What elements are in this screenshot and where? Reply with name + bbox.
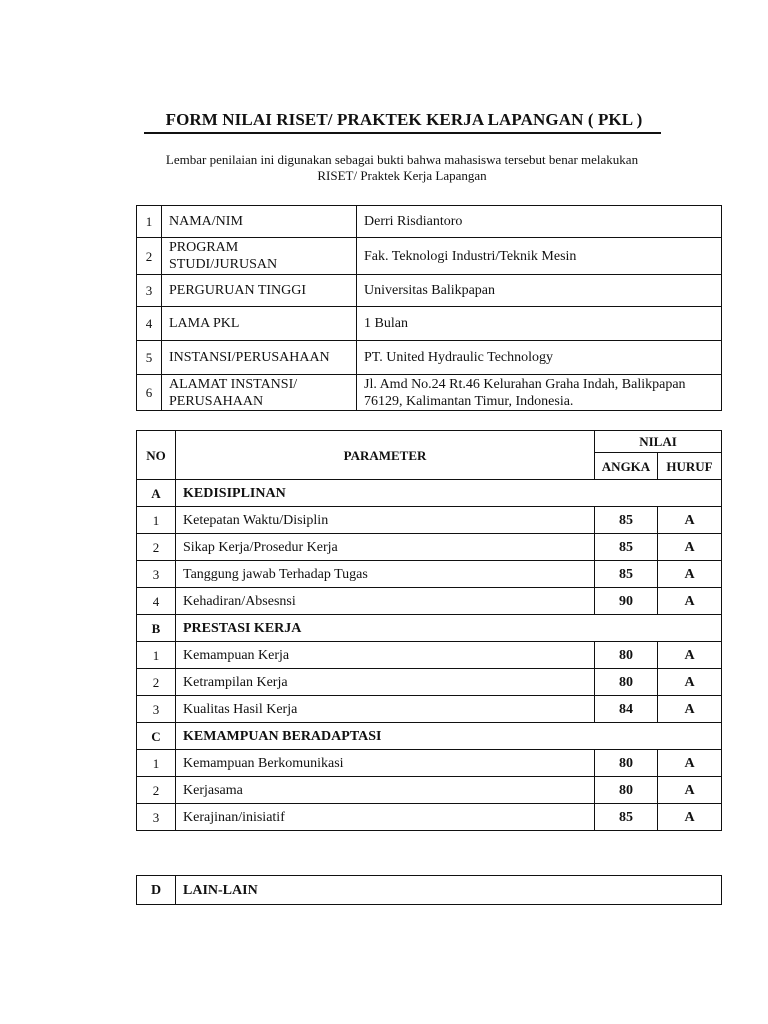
grade-row <box>137 750 722 777</box>
grade-row-number: 2 <box>137 777 176 804</box>
grade-row-parameter: Ketrampilan Kerja <box>176 669 595 696</box>
info-row-university <box>137 275 722 307</box>
grade-row-angka: 80 <box>595 669 658 696</box>
section-code: D <box>137 876 176 905</box>
grade-row <box>137 588 722 615</box>
grade-row-parameter: Kemampuan Kerja <box>176 642 595 669</box>
intro-text-line-1: Lembar penilaian ini digunakan sebagai bukti bahwa mahasiswa tersebut benar melakukan <box>165 152 639 167</box>
info-row-number: 5 <box>137 341 162 375</box>
form-title: FORM NILAI RISET/ PRAKTEK KERJA LAPANGAN ( PKL ) <box>165 110 643 129</box>
info-row-value: Derri Risdiantoro <box>357 206 722 238</box>
info-row-address <box>137 375 722 411</box>
intro-text-line-2: RISET/ Praktek Kerja Lapangan <box>317 168 487 183</box>
title-underline <box>144 132 661 134</box>
info-row-duration <box>137 307 722 341</box>
grade-row-parameter: Kerjasama <box>176 777 595 804</box>
info-row-number: 1 <box>137 206 162 238</box>
grade-row <box>137 534 722 561</box>
info-row-number: 4 <box>137 307 162 341</box>
section-title: KEMAMPUAN BERADAPTASI <box>176 723 722 750</box>
header-angka: ANGKA <box>595 453 658 480</box>
grade-row-huruf: A <box>658 561 722 588</box>
info-row-label: PROGRAM STUDI/JURUSAN <box>162 238 357 275</box>
grade-row-parameter: Kualitas Hasil Kerja <box>176 696 595 723</box>
info-row-label: INSTANSI/PERUSAHAAN <box>162 341 357 375</box>
grade-row-huruf: A <box>658 804 722 831</box>
grade-row-angka: 85 <box>595 804 658 831</box>
info-row-number: 3 <box>137 275 162 307</box>
grade-row-huruf: A <box>658 777 722 804</box>
section-row <box>137 480 722 507</box>
grade-row-number: 4 <box>137 588 176 615</box>
info-row-name <box>137 206 722 238</box>
grade-row-huruf: A <box>658 696 722 723</box>
grade-row <box>137 507 722 534</box>
info-row-label: LAMA PKL <box>162 307 357 341</box>
grade-row-number: 1 <box>137 642 176 669</box>
section-title: PRESTASI KERJA <box>176 615 722 642</box>
section-row <box>137 615 722 642</box>
grade-row-angka: 84 <box>595 696 658 723</box>
grade-row-number: 3 <box>137 561 176 588</box>
section-row <box>137 723 722 750</box>
section-code: A <box>137 480 176 507</box>
info-row-number: 2 <box>137 238 162 275</box>
student-info-table <box>136 205 722 411</box>
header-parameter: PARAMETER <box>176 431 595 480</box>
section-title: KEDISIPLINAN <box>176 480 722 507</box>
grade-row-parameter: Tanggung jawab Terhadap Tugas <box>176 561 595 588</box>
grade-row <box>137 669 722 696</box>
grade-row <box>137 642 722 669</box>
grade-row-number: 2 <box>137 534 176 561</box>
header-huruf: HURUF <box>658 453 722 480</box>
grade-row-huruf: A <box>658 507 722 534</box>
section-row <box>137 876 722 905</box>
grade-row-huruf: A <box>658 534 722 561</box>
grade-row-number: 1 <box>137 750 176 777</box>
grade-row <box>137 696 722 723</box>
grade-row-angka: 85 <box>595 507 658 534</box>
grade-row-huruf: A <box>658 750 722 777</box>
grade-row-angka: 85 <box>595 534 658 561</box>
header-nilai: NILAI <box>595 431 722 453</box>
info-row-company <box>137 341 722 375</box>
grade-row-angka: 80 <box>595 777 658 804</box>
info-row-label: PERGURUAN TINGGI <box>162 275 357 307</box>
grade-row-parameter: Sikap Kerja/Prosedur Kerja <box>176 534 595 561</box>
grade-row-huruf: A <box>658 588 722 615</box>
grade-row-parameter: Kerajinan/inisiatif <box>176 804 595 831</box>
grade-row-angka: 80 <box>595 642 658 669</box>
grade-row-parameter: Kehadiran/Absesnsi <box>176 588 595 615</box>
info-row-value: PT. United Hydraulic Technology <box>357 341 722 375</box>
section-code: B <box>137 615 176 642</box>
info-row-number: 6 <box>137 375 162 411</box>
grade-row-huruf: A <box>658 669 722 696</box>
grade-row-number: 3 <box>137 804 176 831</box>
grade-row <box>137 561 722 588</box>
other-section-table <box>136 875 722 905</box>
grade-row-angka: 85 <box>595 561 658 588</box>
info-row-label: ALAMAT INSTANSI/ PERUSAHAAN <box>162 375 357 411</box>
info-row-value: Jl. Amd No.24 Rt.46 Kelurahan Graha Indah, Balikpapan 76129, Kalimantan Timur, Indonesia. <box>357 375 722 411</box>
info-row-program <box>137 238 722 275</box>
info-row-value: Universitas Balikpapan <box>357 275 722 307</box>
grade-row <box>137 777 722 804</box>
grade-row-angka: 80 <box>595 750 658 777</box>
section-code: C <box>137 723 176 750</box>
grade-row-number: 1 <box>137 507 176 534</box>
grade-row-huruf: A <box>658 642 722 669</box>
info-row-value: Fak. Teknologi Industri/Teknik Mesin <box>357 238 722 275</box>
grade-row-parameter: Ketepatan Waktu/Disiplin <box>176 507 595 534</box>
grade-table <box>136 430 722 831</box>
info-row-label: NAMA/NIM <box>162 206 357 238</box>
grade-header-row <box>137 431 722 453</box>
grade-row-angka: 90 <box>595 588 658 615</box>
grade-row-number: 2 <box>137 669 176 696</box>
grade-row <box>137 804 722 831</box>
section-title: LAIN-LAIN <box>176 876 722 905</box>
grade-row-parameter: Kemampuan Berkomunikasi <box>176 750 595 777</box>
header-no: NO <box>137 431 176 480</box>
grade-row-number: 3 <box>137 696 176 723</box>
info-row-value: 1 Bulan <box>357 307 722 341</box>
